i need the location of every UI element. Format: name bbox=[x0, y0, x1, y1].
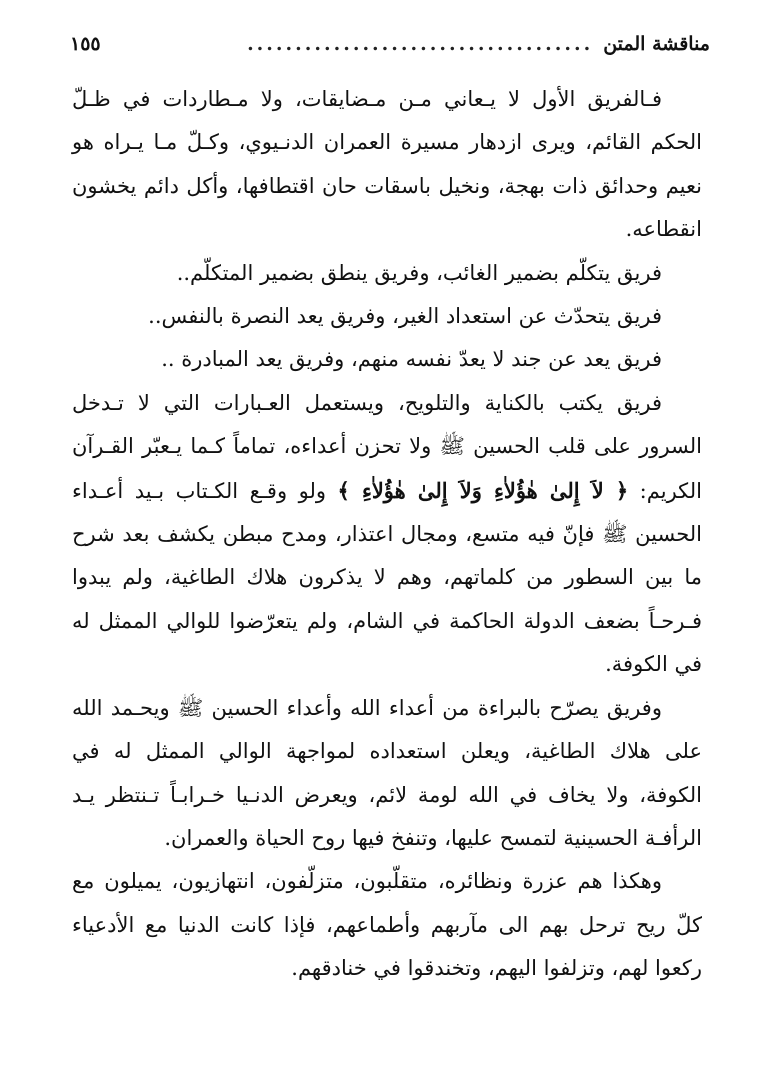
page-body bbox=[72, 78, 702, 991]
paragraph-7: وهكذا هم عزرة ونظائره، متقلّبون، متزلّفون، انتهازيون، يميلون مع كلّ ريح ترحل بهم الى مآربهم وأطماعهم، فإذا كانت الدنيا مع الأدعياء ركعوا لهم، وتزلفوا اليهم، وتخندقوا في خنادقهم. bbox=[72, 869, 702, 981]
page-number: ١٥٥ bbox=[70, 33, 101, 55]
paragraph-2: فريق يتكلّم بضمير الغائب، وفريق ينطق بضمير المتكلّم.. bbox=[176, 260, 662, 285]
paragraph-3: فريق يتحدّث عن استعداد الغير، وفريق يعد النصرة بالنفس.. bbox=[148, 304, 662, 329]
quran-verse: ﴿ لاَ إِلىٰ هٰؤُلاٰءِ وَلاَ إِلىٰ هٰؤُلاٰءِ ﴾ bbox=[337, 477, 629, 503]
running-header bbox=[70, 26, 710, 62]
paragraph-1: فـالفريق الأول لا يـعاني مـن مـضايقات، ولا مـطاردات في ظـلّ الحكم القائم، ويرى ازدهار مسيرة العمران الدنـيوي، وكـلّ مـا يـراه هو نعيم وحدائق ذات بهجة، ونخيل باسقات حان اقتطافها، وأكل دائم يخشون انقطاعه. bbox=[72, 87, 702, 242]
paragraph-6: وفريق يصرّح بالبراءة من أعداء الله وأعداء الحسين ﷺ ويحـمد الله على هلاك الطاغية، ويعلن استعداده لمواجهة الوالي الممثل له في الكوفة، ولا يخاف في الله لومة لائم، ويعرض الدنـيا خـرابـاً تـنتظر يـد الرأفـة الحسينية لتمسح عليها، وتنفخ فيها روح الحياة والعمران. bbox=[72, 695, 702, 850]
paragraph-5 bbox=[72, 382, 702, 687]
paragraph-5-part-2: ولو وقـع الكـتاب بـيد أعـداء الحسين ﷺ فإنّ فيه متسع، ومجال اعتذار، ومدح مبطن يكشف بعد شرح ما بين السطور من كلماتهم، وهم لا يذكرون هلاك الطاغية، ولم يبدوا فـرحـاً بضعف الدولة الحاكمة في الشام، ولم يتعرّضوا للوالي الممثل له في الكوفة. bbox=[72, 478, 702, 677]
paragraph-5-part-1: فريق يكتب بالكناية والتلويح، ويستعمل العـبارات التي لا تـدخل السرور على قلب الحسين ﷺ ولا تحزن أعداءه، تماماً كـما يـعبّر القـرآن الكريم: bbox=[72, 390, 703, 503]
leader-dots: .................................... bbox=[247, 33, 594, 55]
chapter-title: مناقشة المتن bbox=[603, 33, 710, 55]
paragraph-4: فريق يعد عن جند لا يعدّ نفسه منهم، وفريق يعد المبادرة .. bbox=[161, 347, 662, 372]
